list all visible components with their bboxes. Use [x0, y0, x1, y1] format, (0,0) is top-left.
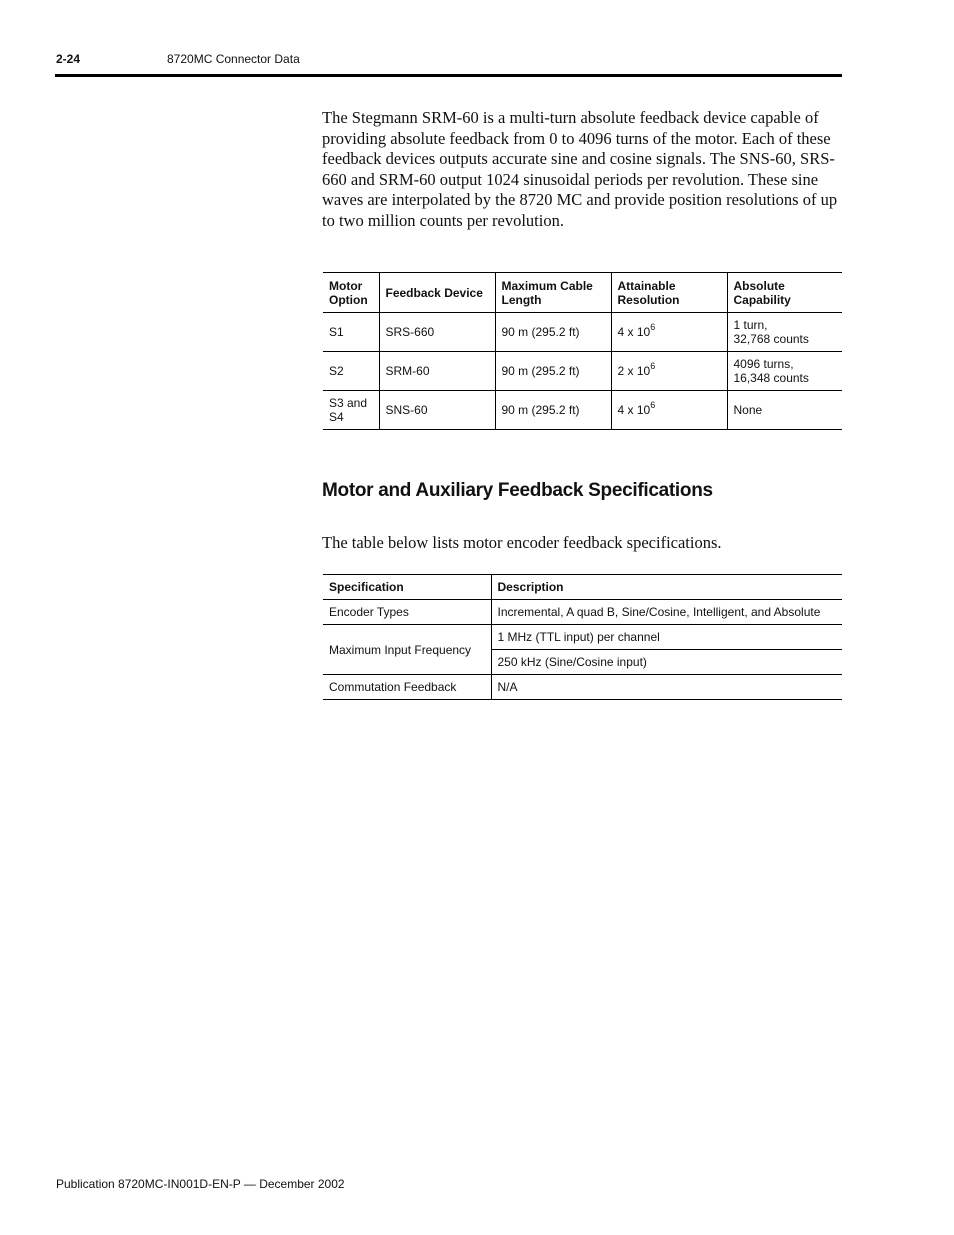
resolution-cell: [611, 313, 727, 352]
resolution-cell: [611, 352, 727, 391]
section-lead: The table below lists motor encoder feedback specifications.: [322, 533, 722, 552]
column-header: Motor Option: [323, 273, 379, 313]
column-header: Maximum Cable Length: [495, 273, 611, 313]
feedback-device-cell: SRM-60: [379, 352, 495, 391]
column-header: Description: [491, 575, 842, 600]
page-number: 2-24: [56, 52, 81, 66]
table-header-row: [323, 575, 842, 600]
spec-cell: Commutation Feedback: [323, 675, 491, 700]
capability-line: 1 turn,: [733, 318, 768, 332]
column-header: Attainable Resolution: [611, 273, 727, 313]
cable-length-cell: 90 m (295.2 ft): [495, 391, 611, 430]
motor-option-cell: S1: [329, 325, 344, 339]
page-footer: Publication 8720MC-IN001D-EN-P — December 2002: [56, 1177, 345, 1191]
resolution-base: 2 x 10: [617, 364, 651, 378]
table-row: [323, 600, 842, 625]
cable-length-cell: 90 m (295.2 ft): [495, 352, 611, 391]
header-rule: [55, 74, 842, 77]
resolution-cell: [611, 391, 727, 430]
description-cell: Incremental, A quad B, Sine/Cosine, Intelligent, and Absolute: [491, 600, 842, 625]
feedback-device-cell: SNS-60: [379, 391, 495, 430]
feedback-device-cell: SRS-660: [379, 313, 495, 352]
spec-cell: Encoder Types: [329, 605, 409, 619]
capability-cell: [727, 352, 842, 391]
column-header: Specification: [323, 575, 491, 600]
intro-paragraph: The Stegmann SRM-60 is a multi-turn absolute feedback device capable of providing absolute feedback from 0 to 4096 turns of the motor. Each of these feedback devices outputs accurate sine and cosine signals. The SNS-60, SRS-660 and SRM-60 output 1024 sinusoidal periods per revolution. These sine waves are interpolated by the 8720 MC and provide position resolutions of up to two million counts per revolution.: [322, 108, 838, 230]
table-row: [323, 391, 842, 430]
spec-cell: Maximum Input Frequency: [323, 625, 491, 675]
table-row: [323, 675, 842, 700]
description-cell: N/A: [491, 675, 842, 700]
table-row: [323, 625, 842, 650]
section-title: Motor and Auxiliary Feedback Specifications: [322, 480, 713, 501]
capability-line: 32,768 counts: [733, 332, 809, 346]
description-cell: 250 kHz (Sine/Cosine input): [491, 650, 842, 675]
resolution-exponent: 6: [650, 322, 656, 332]
cable-length-cell: 90 m (295.2 ft): [495, 313, 611, 352]
capability-line: 4096 turns,: [733, 357, 794, 371]
capability-cell: None: [727, 391, 842, 430]
resolution-exponent: 6: [650, 361, 656, 371]
resolution-base: 4 x 10: [617, 325, 651, 339]
column-header: Feedback Device: [379, 273, 495, 313]
motor-option-line: S4: [329, 410, 344, 424]
running-title: 8720MC Connector Data: [167, 52, 300, 66]
motor-option-line: S3 and: [329, 396, 368, 410]
resolution-base: 4 x 10: [617, 403, 651, 417]
description-cell: 1 MHz (TTL input) per channel: [491, 625, 842, 650]
table-row: [323, 313, 842, 352]
motor-option-cell: S2: [323, 352, 379, 391]
column-header: Absolute Capability: [727, 273, 842, 313]
table-row: [323, 352, 842, 391]
feedback-device-table: [323, 272, 842, 430]
resolution-exponent: 6: [650, 400, 656, 410]
capability-line: 16,348 counts: [733, 371, 809, 385]
motor-option-cell: [323, 391, 379, 430]
encoder-spec-table: [323, 574, 842, 700]
capability-cell: [727, 313, 842, 352]
table-header-row: [323, 273, 842, 313]
